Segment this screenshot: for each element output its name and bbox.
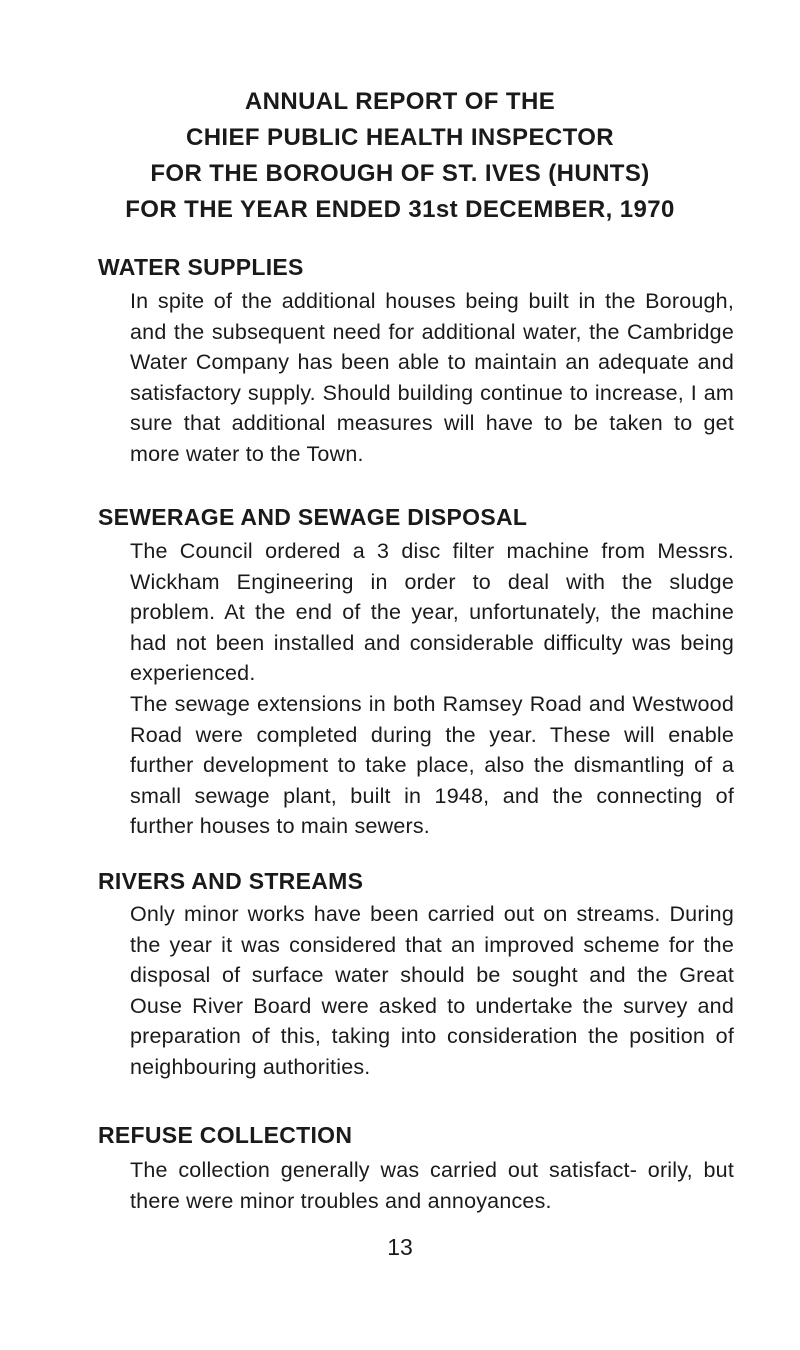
- paragraph-water-supplies: In spite of the additional houses being built in the Borough, and the subsequent need for additional water, the Cambridge Water Company has been able to maintain an adequate and satisfactory supply. Should building continue to increase, I am sure that additional measures will have to be taken to get more water to the Town.: [130, 289, 734, 466]
- paragraph-sewerage-1: The Council ordered a 3 disc filter machine from Messrs. Wickham Engineering in order to deal with the sludge problem. At the end of the year, unfortunately, the machine had not been installed and considerable difficulty was being experienced.: [130, 539, 734, 685]
- paragraph-rivers-streams: Only minor works have been carried out on streams. During the year it was considered that an improved scheme for the disposal of surface water should be sought and the Great Ouse River Board were asked to undertake the survey and preparation of this, taking into consideration the position of neighbouring authorities.: [130, 902, 734, 1079]
- title-line-4: FOR THE YEAR ENDED 31st DECEMBER, 1970: [125, 196, 675, 223]
- page-number: 13: [387, 1234, 413, 1260]
- heading-sewerage: SEWERAGE AND SEWAGE DISPOSAL: [98, 504, 528, 530]
- title-line-3: FOR THE BOROUGH OF ST. IVES (HUNTS): [150, 160, 650, 187]
- paragraph-sewerage-2: The sewage extensions in both Ramsey Road and Westwood Road were completed during the year. These will enable further development to take place, also the dismantling of a small sewage plant, built in 1948, and the connecting of further houses to main sewers.: [130, 692, 734, 838]
- heading-water-supplies: WATER SUPPLIES: [98, 254, 304, 280]
- paragraph-refuse-collection: The collection generally was carried out satisfact- orily, but there were minor troubles and annoyances.: [130, 1158, 734, 1213]
- heading-rivers-streams: RIVERS AND STREAMS: [98, 868, 364, 894]
- heading-refuse-collection: REFUSE COLLECTION: [98, 1122, 353, 1148]
- title-line-2: CHIEF PUBLIC HEALTH INSPECTOR: [185, 124, 615, 151]
- report-title: [0, 84, 800, 228]
- title-line-1: ANNUAL REPORT OF THE: [244, 88, 556, 115]
